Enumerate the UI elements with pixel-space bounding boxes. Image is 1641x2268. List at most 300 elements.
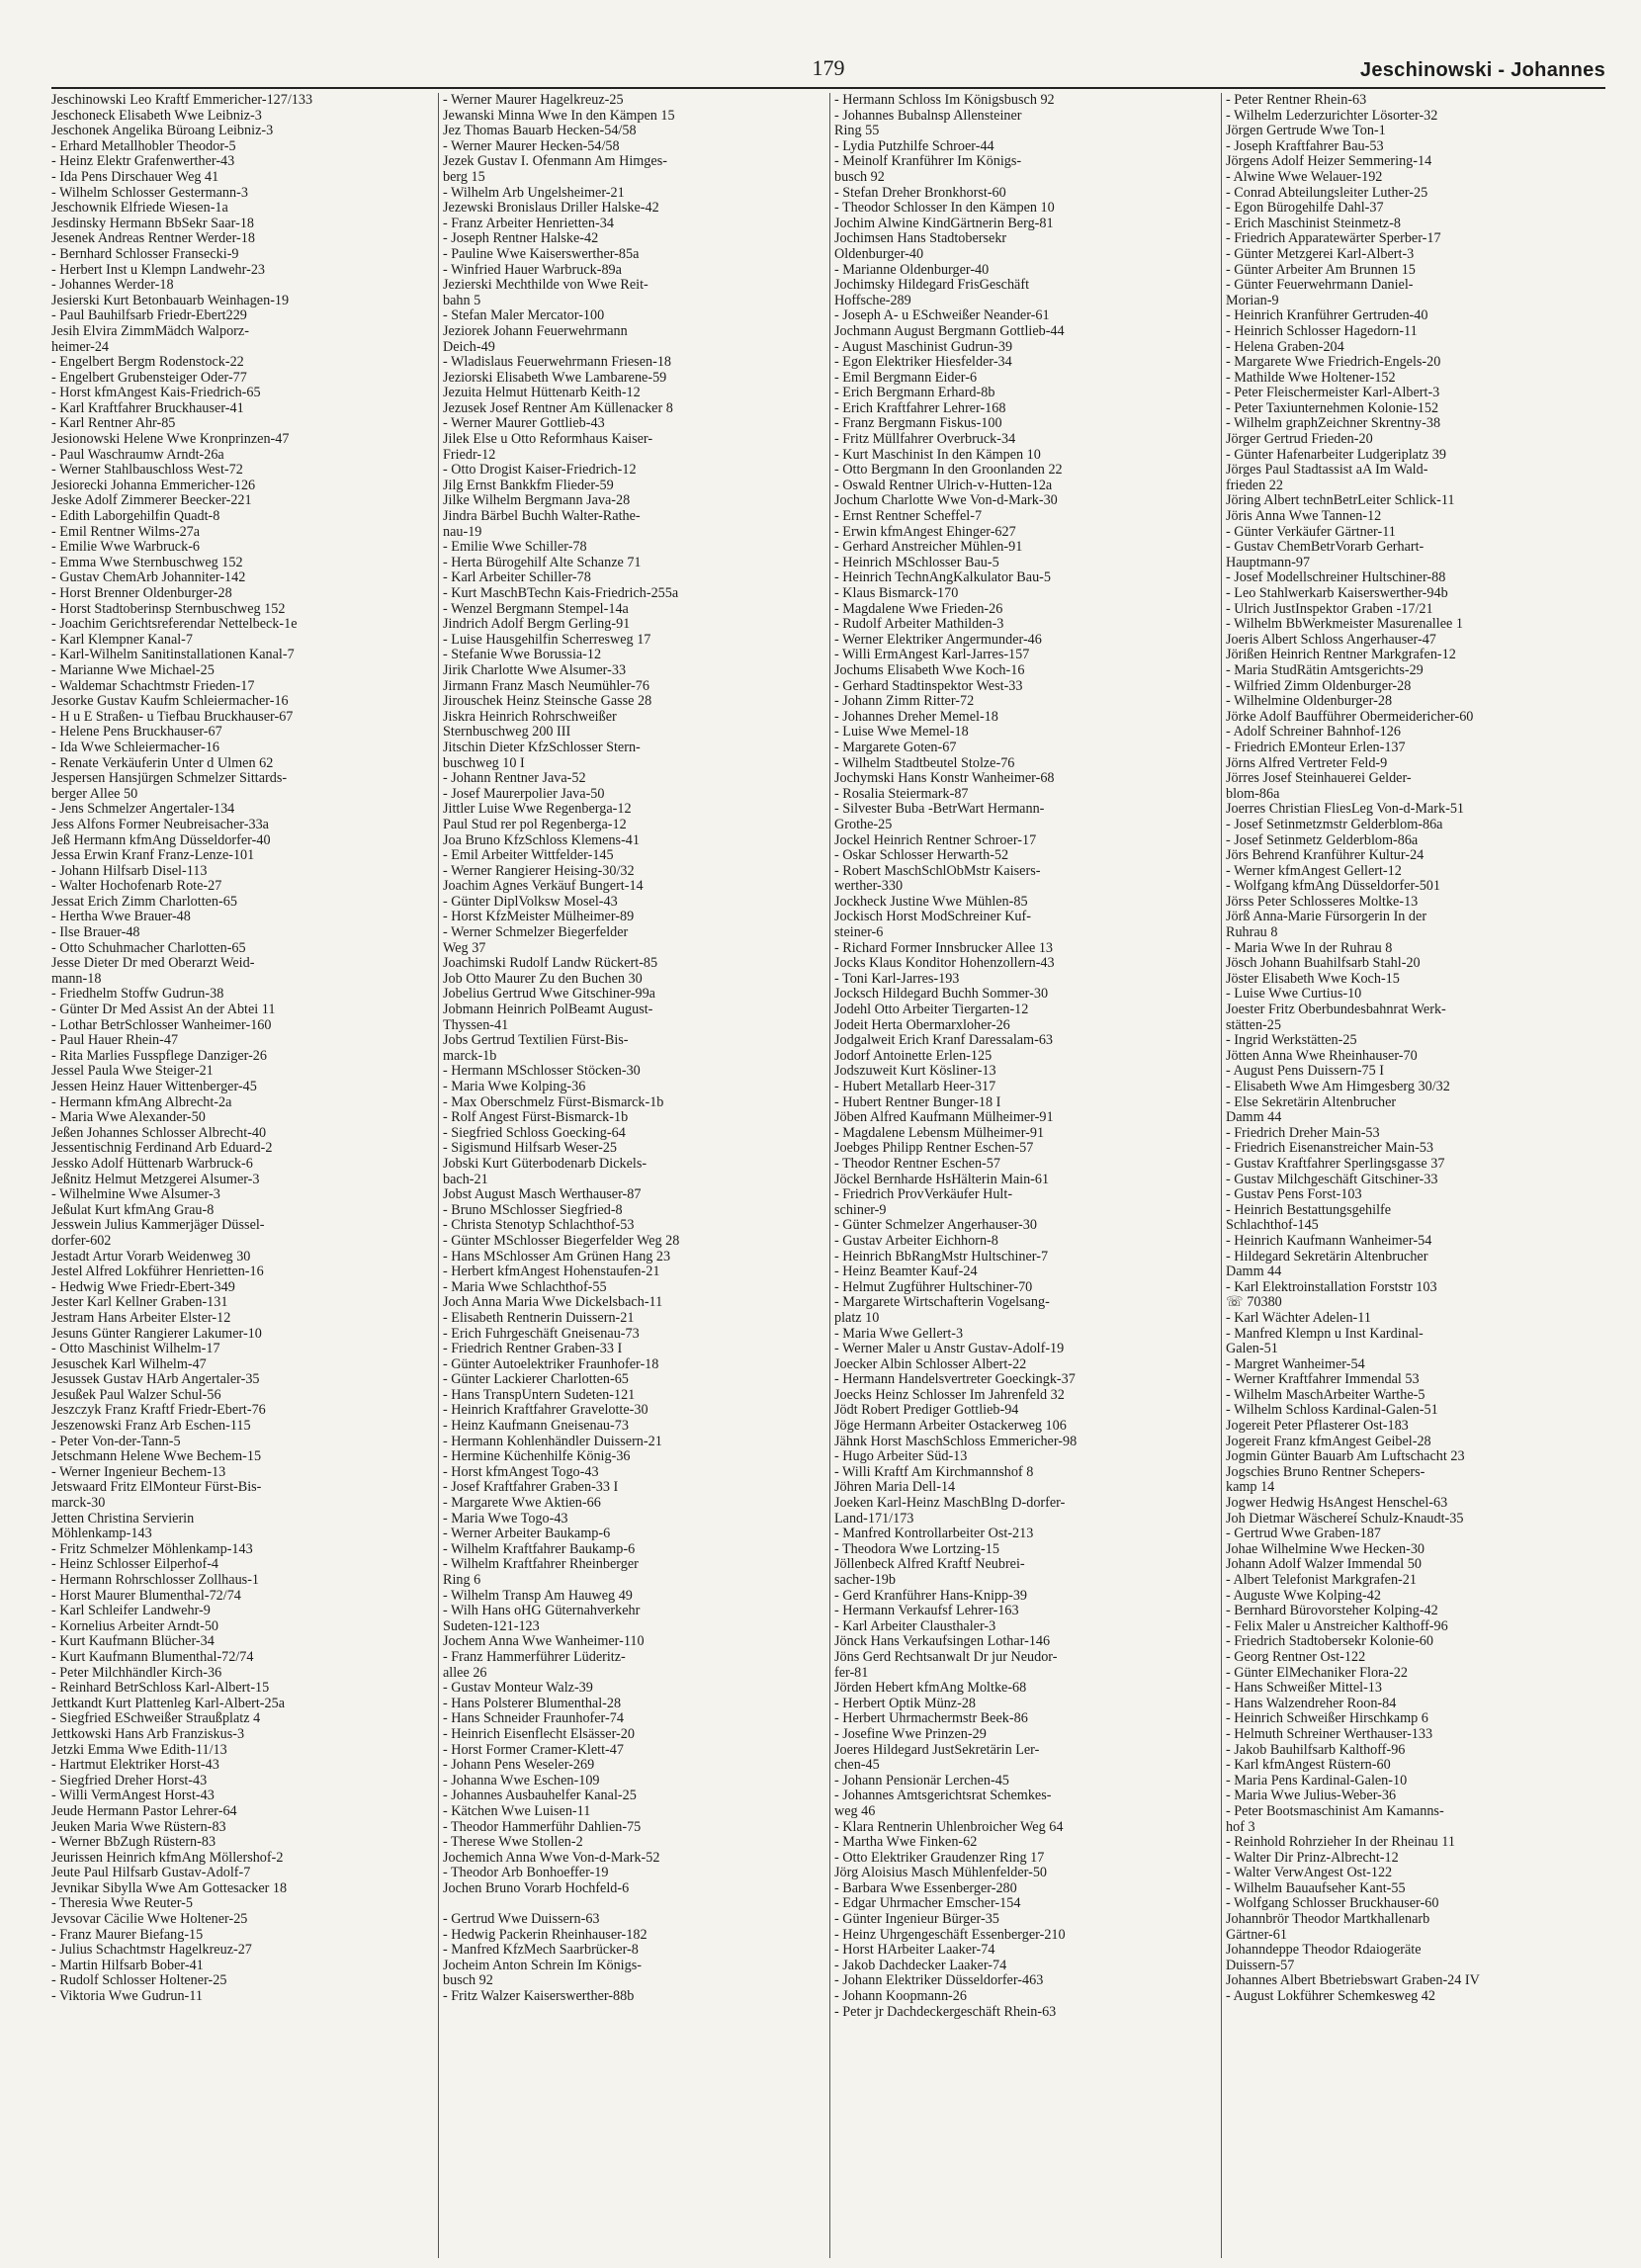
directory-entry: - Felix Maler u Anstreicher Kalthoff-96 <box>1226 1618 1448 1634</box>
directory-entry: - Hans TranspUntern Sudeten-121 <box>443 1387 636 1403</box>
directory-entry: - Johann Pens Weseler-269 <box>443 1758 595 1774</box>
directory-entry: - Joachim Gerichtsreferendar Nettelbeck-1e <box>51 617 298 633</box>
directory-entry: Jettkandt Kurt Plattenleg Karl-Albert-25a <box>51 1696 285 1711</box>
directory-entry: - Stefanie Wwe Borussia-12 <box>443 648 602 663</box>
directory-entry: Weg 37 <box>443 940 486 956</box>
directory-entry: - Paul Hauer Rhein-47 <box>51 1033 179 1049</box>
directory-entry: - Karl Arbeiter Schiller-78 <box>443 570 591 586</box>
directory-entry: - Kurt Kaufmann Blücher-34 <box>51 1634 215 1650</box>
directory-entry: - Heinrich Eisenflecht Elsässer-20 <box>443 1726 635 1742</box>
directory-entry: - Luise Wwe Curtius-10 <box>1226 987 1362 1003</box>
directory-entry: - Hildegard Sekretärin Altenbrucher <box>1226 1249 1428 1265</box>
directory-entry: Jesußek Paul Walzer Schul-56 <box>51 1387 221 1403</box>
directory-entry: - August Lokführer Schemkesweg 42 <box>1226 1989 1435 2005</box>
directory-entry: Jessen Heinz Hauer Wittenberger-45 <box>51 1080 257 1094</box>
directory-column-3 <box>834 93 1216 2258</box>
directory-entry: Jesdinsky Hermann BbSekr Saar-18 <box>51 216 255 231</box>
directory-entry: Joeres Hildegard JustSekretärin Ler- <box>834 1742 1040 1758</box>
directory-entry: Jesuschek Karl Wilhelm-47 <box>51 1356 207 1372</box>
directory-entry: - Marianne Oldenburger-40 <box>834 262 990 278</box>
directory-entry: werther-330 <box>834 879 904 895</box>
directory-entry: - Erich Kraftfahrer Lehrer-168 <box>834 400 1006 416</box>
directory-entry: - Johannes Amtsgerichtsrat Schemkes- <box>834 1788 1052 1804</box>
directory-entry: - Hermann kfmAng Albrecht-2a <box>51 1094 232 1110</box>
directory-entry: - Erich Maschinist Steinmetz-8 <box>1226 216 1401 231</box>
directory-entry: - Werner Maurer Hagelkreuz-25 <box>443 93 624 108</box>
directory-entry: - Lydia Putzhilfe Schroer-44 <box>834 138 994 154</box>
directory-entry: - Johannes Bubalnsp Allensteiner <box>834 108 1022 124</box>
directory-entry: - Günter Lackierer Charlotten-65 <box>443 1372 629 1388</box>
directory-entry: Jobski Kurt Güterbodenarb Dickels- <box>443 1156 648 1172</box>
directory-entry: Jochen Bruno Vorarb Hochfeld-6 <box>443 1880 630 1896</box>
directory-entry: Jeude Hermann Pastor Lehrer-64 <box>51 1803 237 1819</box>
directory-entry: - Margarete Wwe Friedrich-Engels-20 <box>1226 355 1441 371</box>
running-head: Jeschinowski - Johannes <box>1359 59 1605 81</box>
directory-entry: Jeß Hermann kfmAng Düsseldorfer-40 <box>51 832 271 848</box>
directory-entry: - Otto Schuhmacher Charlotten-65 <box>51 940 246 956</box>
directory-entry: Jesiorecki Johanna Emmericher-126 <box>51 478 256 493</box>
directory-entry: Jörres Josef Steinhauerei Gelder- <box>1226 771 1412 787</box>
directory-entry: Jocksch Hildegard Buchh Sommer-30 <box>834 987 1049 1003</box>
directory-entry: - Fritz Müllfahrer Overbruck-34 <box>834 432 1016 448</box>
directory-entry: - Heinrich TechnAngKalkulator Bau-5 <box>834 570 1051 586</box>
directory-entry: Jesih Elvira ZimmMädch Walporz- <box>51 323 249 339</box>
directory-entry: - Wilh Hans oHG Güternahverkehr <box>443 1604 641 1619</box>
directory-entry: - Heinz Elektr Grafenwerther-43 <box>51 154 235 170</box>
directory-entry: - Hans Schneider Fraunhofer-74 <box>443 1711 624 1727</box>
column-divider <box>1221 93 1222 2258</box>
directory-entry: Jöns Gerd Rechtsanwalt Dr jur Neudor- <box>834 1649 1058 1665</box>
directory-entry: Jesenek Andreas Rentner Werder-18 <box>51 231 255 247</box>
directory-entry: - Werner Arbeiter Baukamp-6 <box>443 1527 611 1542</box>
directory-entry: - Friedrich Apparatewärter Sperber-17 <box>1226 231 1441 247</box>
directory-entry: - Karl Wächter Adelen-11 <box>1226 1310 1371 1326</box>
directory-entry: - Wilhelm Bauaufseher Kant-55 <box>1226 1880 1406 1896</box>
directory-entry: - Wilhelm MaschArbeiter Warthe-5 <box>1226 1387 1425 1403</box>
directory-entry: - Karl Schleifer Landwehr-9 <box>51 1604 211 1619</box>
directory-entry: Johanndeppe Theodor Rdaiogeräte <box>1226 1943 1422 1959</box>
directory-entry: Johann Adolf Walzer Immendal 50 <box>1226 1557 1422 1573</box>
directory-entry: - Hermann MSchlosser Stöcken-30 <box>443 1064 641 1080</box>
directory-entry: Jobmann Heinrich PolBeamt August- <box>443 1003 653 1018</box>
directory-entry: Jirik Charlotte Wwe Alsumer-33 <box>443 662 627 678</box>
directory-entry: Jochim Alwine KindGärtnerin Berg-81 <box>834 216 1054 231</box>
directory-entry: bach-21 <box>443 1172 488 1187</box>
column-divider <box>829 93 830 2258</box>
directory-entry: Jöhren Maria Dell-14 <box>834 1480 956 1496</box>
directory-entry: - Herta Bürogehilf Alte Schanze 71 <box>443 555 642 570</box>
directory-entry: - Barbara Wwe Essenberger-280 <box>834 1880 1017 1896</box>
directory-entry: - Friedrich Stadtobersekr Kolonie-60 <box>1226 1634 1433 1650</box>
directory-entry: - Silvester Buba -BetrWart Hermann- <box>834 802 1045 818</box>
directory-entry: Jochimsky Hildegard FrisGeschäft <box>834 278 1030 294</box>
directory-entry: - Johannes Dreher Memel-18 <box>834 709 998 725</box>
directory-entry: Jittler Luise Wwe Regenberga-12 <box>443 802 632 818</box>
directory-entry: - Franz Bergmann Fiskus-100 <box>834 416 1002 432</box>
directory-entry: - Gustav Milchgeschäft Gitschiner-33 <box>1226 1172 1438 1187</box>
directory-entry: - Fritz Schmelzer Möhlenkamp-143 <box>51 1541 253 1557</box>
directory-entry: Schlachthof-145 <box>1226 1218 1319 1234</box>
directory-entry: - Ingrid Werkstätten-25 <box>1226 1033 1357 1049</box>
directory-entry: - Peter Milchhändler Kirch-36 <box>51 1665 222 1681</box>
directory-entry: - Wilhelm Kraftfahrer Rheinberger <box>443 1557 639 1573</box>
directory-entry: Jöben Alfred Kaufmann Mülheimer-91 <box>834 1110 1054 1126</box>
directory-entry: Jessat Erich Zimm Charlotten-65 <box>51 894 237 910</box>
directory-entry: - Wilhelm Arb Ungelsheimer-21 <box>443 185 625 201</box>
directory-entry: - Günter Feuerwehrmann Daniel- <box>1226 278 1414 294</box>
directory-entry: Sternbuschweg 200 III <box>443 725 571 741</box>
directory-entry: - Rudolf Arbeiter Mathilden-3 <box>834 617 1004 633</box>
directory-entry: - Günter Schmelzer Angerhauser-30 <box>834 1218 1037 1234</box>
directory-entry: Jetten Christina Servierin <box>51 1511 195 1527</box>
directory-entry: - Heinrich Kaufmann Wanheimer-54 <box>1226 1233 1432 1249</box>
directory-entry: - Hans Walzendreher Roon-84 <box>1226 1696 1397 1711</box>
directory-entry: Jetschmann Helene Wwe Bechem-15 <box>51 1449 262 1465</box>
directory-entry: - Günter DiplVolksw Mosel-43 <box>443 894 618 910</box>
directory-entry: - Ida Pens Dirschauer Weg 41 <box>51 169 219 185</box>
directory-entry: hof 3 <box>1226 1819 1255 1835</box>
directory-entry: Joeken Karl-Heinz MaschBlng D-dorfer- <box>834 1496 1066 1512</box>
directory-entry: Jessa Erwin Kranf Franz-Lenze-101 <box>51 848 255 864</box>
directory-entry: - Gerd Kranführer Hans-Knipp-39 <box>834 1588 1028 1604</box>
directory-entry: Jezuita Helmut Hüttenarb Keith-12 <box>443 386 641 401</box>
directory-entry: ☏ 70380 <box>1226 1295 1282 1311</box>
directory-column-2 <box>443 93 824 2258</box>
directory-entry: - Alwine Wwe Welauer-192 <box>1226 169 1383 185</box>
directory-entry: - Renate Verkäuferin Unter d Ulmen 62 <box>51 755 274 771</box>
directory-entry: - Max Oberschmelz Fürst-Bismarck-1b <box>443 1094 664 1110</box>
directory-entry: - Gustav ChemBetrVorarb Gerhart- <box>1226 540 1425 556</box>
directory-entry: - Peter Taxiunternehmen Kolonie-152 <box>1226 400 1439 416</box>
directory-entry: Joa Bruno KfzSchloss Klemens-41 <box>443 832 640 848</box>
directory-entry: Jöllenbeck Alfred Kraftf Neubrei- <box>834 1557 1025 1573</box>
directory-entry: - Ernst Rentner Scheffel-7 <box>834 509 983 525</box>
directory-entry: Jesorke Gustav Kaufm Schleiermacher-16 <box>51 694 289 710</box>
directory-entry: - Theresia Wwe Reuter-5 <box>51 1896 193 1912</box>
directory-entry: Jörns Alfred Vertreter Feld-9 <box>1226 755 1388 771</box>
directory-entry: Jobs Gertrud Textilien Fürst-Bis- <box>443 1033 629 1049</box>
directory-entry: - Günter Verkäufer Gärtner-11 <box>1226 524 1396 540</box>
directory-entry: - Toni Karl-Jarres-193 <box>834 971 960 987</box>
directory-entry: - Karl kfmAngest Rüstern-60 <box>1226 1758 1391 1774</box>
directory-entry: - Gerhard Anstreicher Mühlen-91 <box>834 540 1023 556</box>
directory-entry: Jodszuweit Kurt Kösliner-13 <box>834 1064 996 1080</box>
directory-entry: Jodehl Otto Arbeiter Tiergarten-12 <box>834 1003 1029 1018</box>
directory-entry: Jähnk Horst MaschSchloss Emmericher-98 <box>834 1434 1078 1449</box>
directory-entry: Hauptmann-97 <box>1226 555 1311 570</box>
directory-entry: Jogereit Franz kfmAngest Geibel-28 <box>1226 1434 1431 1449</box>
directory-entry: - Bruno MSchlosser Siegfried-8 <box>443 1202 623 1218</box>
directory-entry: - Karl Kraftfahrer Bruckhauser-41 <box>51 400 244 416</box>
directory-entry: - Mathilde Wwe Holtener-152 <box>1226 370 1396 386</box>
directory-entry: - Engelbert Grubensteiger Oder-77 <box>51 370 247 386</box>
directory-entry: - Gustav Monteur Walz-39 <box>443 1681 593 1697</box>
directory-entry: Jiskra Heinrich Rohrschweißer <box>443 709 617 725</box>
directory-entry: Jörs Behrend Kranführer Kultur-24 <box>1226 848 1425 864</box>
directory-entry: Jörss Peter Schlosseres Moltke-13 <box>1226 894 1419 910</box>
directory-entry: - Werner Elektriker Angermunder-46 <box>834 632 1042 648</box>
directory-entry: Jirouschek Heinz Steinsche Gasse 28 <box>443 694 652 710</box>
directory-entry: - Wenzel Bergmann Stempel-14a <box>443 601 629 617</box>
directory-entry: - Maria Wwe Kolping-36 <box>443 1080 586 1094</box>
directory-entry: - Friedrich EMonteur Erlen-137 <box>1226 740 1406 755</box>
directory-entry: Jezierski Mechthilde von Wwe Reit- <box>443 278 648 294</box>
directory-entry: marck-30 <box>51 1496 106 1512</box>
directory-entry: frieden 22 <box>1226 478 1283 493</box>
directory-entry: Sudeten-121-123 <box>443 1618 540 1634</box>
directory-entry: - Wilfried Zimm Oldenburger-28 <box>1226 678 1412 694</box>
directory-entry: Jettkowski Hans Arb Franziskus-3 <box>51 1726 245 1742</box>
directory-entry: - Heinrich Schlosser Hagedorn-11 <box>1226 323 1418 339</box>
directory-entry: - Erwin kfmAngest Ehinger-627 <box>834 524 1016 540</box>
directory-entry: Deich-49 <box>443 339 495 355</box>
directory-entry: - August Pens Duissern-75 I <box>1226 1064 1384 1080</box>
directory-entry: Jez Thomas Bauarb Hecken-54/58 <box>443 124 637 139</box>
directory-entry: Jetswaard Fritz ElMonteur Fürst-Bis- <box>51 1480 262 1496</box>
directory-entry: - Elisabeth Wwe Am Himgesberg 30/32 <box>1226 1080 1450 1094</box>
directory-entry: Jeschownik Elfriede Wiesen-1a <box>51 201 228 217</box>
directory-entry: - Theodor Hammerführ Dahlien-75 <box>443 1819 642 1835</box>
directory-entry: Joachimski Rudolf Landw Rückert-85 <box>443 956 658 972</box>
directory-entry: Jitschin Dieter KfzSchlosser Stern- <box>443 740 641 755</box>
directory-entry: Damm 44 <box>1226 1265 1282 1280</box>
directory-entry: - Gustav Kraftfahrer Sperlingsgasse 37 <box>1226 1156 1445 1172</box>
directory-entry: - Hubert Rentner Bunger-18 I <box>834 1094 1001 1110</box>
directory-entry: - Manfred Kontrollarbeiter Ost-213 <box>834 1527 1034 1542</box>
directory-entry: blom-86a <box>1226 786 1280 802</box>
directory-entry: - Theodor Schlosser In den Kämpen 10 <box>834 201 1055 217</box>
directory-entry: - Hermann Rohrschlosser Zollhaus-1 <box>51 1573 260 1588</box>
directory-entry: - Hans Polsterer Blumenthal-28 <box>443 1696 622 1711</box>
directory-entry: Jogwer Hedwig HsAngest Henschel-63 <box>1226 1496 1448 1512</box>
directory-entry: - Conrad Abteilungsleiter Luther-25 <box>1226 185 1428 201</box>
directory-entry: - Edgar Uhrmacher Emscher-154 <box>834 1896 1021 1912</box>
directory-entry: - Ida Wwe Schleiermacher-16 <box>51 740 220 755</box>
directory-entry: - Richard Former Innsbrucker Allee 13 <box>834 940 1054 956</box>
directory-entry: - Rolf Angest Fürst-Bismarck-1b <box>443 1110 629 1126</box>
directory-entry: Jodgalweit Erich Kranf Daressalam-63 <box>834 1033 1054 1049</box>
directory-entry: Ruhrau 8 <box>1226 925 1278 941</box>
directory-entry: - Otto Drogist Kaiser-Friedrich-12 <box>443 463 637 479</box>
directory-entry: - Maria Wwe Alexander-50 <box>51 1110 206 1126</box>
directory-entry: Morian-9 <box>1226 293 1279 308</box>
directory-entry: - Horst Maurer Blumenthal-72/74 <box>51 1588 241 1604</box>
directory-entry: - Martin Hilfsarb Bober-41 <box>51 1958 204 1973</box>
directory-entry: - Josef Setinmetz Gelderblom-86a <box>1226 832 1419 848</box>
directory-entry: - Kurt Kaufmann Blumenthal-72/74 <box>51 1649 254 1665</box>
directory-entry: - Julius Schachtmstr Hagelkreuz-27 <box>51 1943 252 1959</box>
directory-entry: steiner-6 <box>834 925 884 941</box>
directory-entry: - Werner Maurer Gottlieb-43 <box>443 416 605 432</box>
directory-entry: - Werner BbZugh Rüstern-83 <box>51 1835 216 1851</box>
directory-entry: Jörißen Heinrich Rentner Markgrafen-12 <box>1226 648 1456 663</box>
directory-entry: Johannbrör Theodor Martkhallenarb <box>1226 1912 1430 1928</box>
directory-entry: - Egon Bürogehilfe Dahl-37 <box>1226 201 1384 217</box>
directory-entry: Jödt Robert Prediger Gottlieb-94 <box>834 1403 1019 1419</box>
directory-entry: Jörgens Adolf Heizer Semmering-14 <box>1226 154 1432 170</box>
directory-entry: - Sigismund Hilfsarb Weser-25 <box>443 1141 618 1157</box>
directory-entry: Jeute Paul Hilfsarb Gustav-Adolf-7 <box>51 1866 251 1881</box>
directory-entry: Jochem Anna Wwe Wanheimer-110 <box>443 1634 645 1650</box>
column-divider <box>438 93 439 2258</box>
directory-column-4 <box>1226 93 1605 2258</box>
directory-entry: - Ilse Brauer-48 <box>51 925 140 941</box>
directory-entry: - Maria Wwe Gellert-3 <box>834 1326 964 1342</box>
directory-entry: - Hermann Kohlenhändler Duissern-21 <box>443 1434 662 1449</box>
directory-entry: - Paul Waschraumw Arndt-26a <box>51 447 224 463</box>
directory-entry: buschweg 10 I <box>443 755 525 771</box>
directory-entry: - Emil Bergmann Eider-6 <box>834 370 978 386</box>
directory-entry: - Horst HArbeiter Laaker-74 <box>834 1943 995 1959</box>
directory-entry: - Johann Rentner Java-52 <box>443 771 586 787</box>
directory-entry: Jockisch Horst ModSchreiner Kuf- <box>834 910 1031 925</box>
directory-entry: Jindra Bärbel Buchh Walter-Rathe- <box>443 509 641 525</box>
directory-entry: Jewanski Minna Wwe In den Kämpen 15 <box>443 108 675 124</box>
directory-entry: - Herbert Optik Münz-28 <box>834 1696 977 1711</box>
directory-entry: Ring 6 <box>443 1573 481 1588</box>
directory-entry: - Werner Maurer Hecken-54/58 <box>443 138 620 154</box>
directory-entry: Jöckel Bernharde HsHälterin Main-61 <box>834 1172 1050 1187</box>
directory-entry: - Edith Laborgehilfin Quadt-8 <box>51 509 220 525</box>
directory-entry: - Helene Pens Bruckhauser-67 <box>51 725 222 741</box>
directory-entry: Joecks Heinz Schlosser Im Jahrenfeld 32 <box>834 1387 1065 1403</box>
directory-entry: - Günter Autoelektriker Fraunhofer-18 <box>443 1356 659 1372</box>
directory-entry: - Oskar Schlosser Herwarth-52 <box>834 848 1009 864</box>
directory-entry: Jesse Dieter Dr med Oberarzt Weid- <box>51 956 255 972</box>
directory-entry: - Horst Stadtoberinsp Sternbuschweg 152 <box>51 601 286 617</box>
directory-entry: Jötten Anna Wwe Rheinhauser-70 <box>1226 1048 1418 1064</box>
directory-entry: - Reinhard BetrSchloss Karl-Albert-15 <box>51 1681 270 1697</box>
directory-entry: Jespersen Hansjürgen Schmelzer Sittards- <box>51 771 288 787</box>
directory-entry: Oldenburger-40 <box>834 246 924 262</box>
page-number: 179 <box>812 55 845 80</box>
directory-entry: - Günter ElMechaniker Flora-22 <box>1226 1665 1408 1681</box>
directory-entry: - Rosalia Steiermark-87 <box>834 786 969 802</box>
directory-entry: Jodeit Herta Obermarxloher-26 <box>834 1017 1010 1033</box>
directory-entry: Jess Alfons Former Neubreisacher-33a <box>51 817 269 832</box>
directory-entry: - Gustav ChemArb Johanniter-142 <box>51 570 246 586</box>
directory-entry: Jilg Ernst Bankkfm Flieder-59 <box>443 478 614 493</box>
directory-entry: - Maria StudRätin Amtsgerichts-29 <box>1226 662 1424 678</box>
directory-entry: - Karl-Wilhelm Sanitinstallationen Kanal-7 <box>51 648 295 663</box>
directory-entry: Johannes Albert Bbetriebswart Graben-24 IV <box>1226 1973 1480 1989</box>
directory-entry: - Heinrich MSchlosser Bau-5 <box>834 555 999 570</box>
directory-entry: - Margarete Wwe Aktien-66 <box>443 1496 601 1512</box>
directory-entry: Thyssen-41 <box>443 1017 509 1033</box>
directory-entry: Jockel Heinrich Rentner Schroer-17 <box>834 832 1037 848</box>
directory-entry: - Karl Rentner Ahr-85 <box>51 416 176 432</box>
directory-entry: - Peter Bootsmaschinist Am Kamanns- <box>1226 1803 1444 1819</box>
directory-entry: - Herbert Uhrmachermstr Beek-86 <box>834 1711 1028 1727</box>
directory-entry: - Hugo Arbeiter Süd-13 <box>834 1449 968 1465</box>
directory-entry: - Günter Metzgerei Karl-Albert-3 <box>1226 246 1415 262</box>
directory-entry: - Margret Wanheimer-54 <box>1226 1356 1365 1372</box>
directory-entry: - August Maschinist Gudrun-39 <box>834 339 1013 355</box>
directory-entry: - Paul Bauhilfsarb Friedr-Ebert229 <box>51 308 247 324</box>
directory-entry: - Theodora Wwe Lortzing-15 <box>834 1541 999 1557</box>
directory-entry: kamp 14 <box>1226 1480 1275 1496</box>
directory-entry: dorfer-602 <box>51 1233 112 1249</box>
directory-entry: - Stefan Dreher Bronkhorst-60 <box>834 185 1006 201</box>
directory-entry: - Werner Maler u Anstr Gustav-Adolf-19 <box>834 1342 1065 1357</box>
directory-entry: - Friedrich ProvVerkäufer Hult- <box>834 1187 1013 1203</box>
directory-entry: busch 92 <box>834 169 885 185</box>
directory-entry: Galen-51 <box>1226 1342 1278 1357</box>
directory-entry: - Manfred KfzMech Saarbrücker-8 <box>443 1943 639 1959</box>
directory-entry: - Josef Setinmetzmstr Gelderblom-86a <box>1226 817 1443 832</box>
directory-entry: - Heinz Uhrgengeschäft Essenberger-210 <box>834 1927 1066 1943</box>
directory-column-1 <box>51 93 433 2258</box>
directory-entry: - Egon Elektriker Hiesfelder-34 <box>834 355 1012 371</box>
directory-entry: stätten-25 <box>1226 1017 1281 1033</box>
directory-entry: - Manfred Klempn u Inst Kardinal- <box>1226 1326 1424 1342</box>
directory-entry: Jochums Elisabeth Wwe Koch-16 <box>834 662 1025 678</box>
directory-entry: - Heinrich BbRangMstr Hultschiner-7 <box>834 1249 1049 1265</box>
directory-entry: - Hermann Handelsvertreter Goeckingk-37 <box>834 1372 1076 1388</box>
directory-entry: Jesussek Gustav HArb Angertaler-35 <box>51 1372 260 1388</box>
directory-entry: - Kurt Maschinist In den Kämpen 10 <box>834 447 1041 463</box>
directory-entry: - Maria Wwe Julius-Weber-36 <box>1226 1788 1397 1804</box>
directory-entry: - Heinz Beamter Kauf-24 <box>834 1265 978 1280</box>
directory-entry: - Siegfried ESchweißer Straußplatz 4 <box>51 1711 261 1727</box>
directory-entry: - Magdalene Lebensm Mülheimer-91 <box>834 1125 1045 1141</box>
directory-entry: Jobst August Masch Werthauser-87 <box>443 1187 642 1203</box>
directory-entry: - Josef Kraftfahrer Graben-33 I <box>443 1480 619 1496</box>
directory-entry: - Lothar BetrSchlosser Wanheimer-160 <box>51 1017 272 1033</box>
directory-entry: - Meinolf Kranführer Im Königs- <box>834 154 1022 170</box>
directory-entry: - Maria Pens Kardinal-Galen-10 <box>1226 1773 1408 1788</box>
directory-entry: - Viktoria Wwe Gudrun-11 <box>51 1989 203 2005</box>
directory-entry: - Josef Maurerpolier Java-50 <box>443 786 605 802</box>
directory-entry: Jirmann Franz Masch Neumühler-76 <box>443 678 649 694</box>
directory-entry: - Horst kfmAngest Togo-43 <box>443 1464 599 1480</box>
directory-entry: - Hans Schweißer Mittel-13 <box>1226 1681 1382 1697</box>
directory-entry: nau-19 <box>443 524 482 540</box>
directory-entry: - Heinrich Bestattungsgehilfe <box>1226 1202 1392 1218</box>
directory-entry: - Werner Stahlbauschloss West-72 <box>51 463 243 479</box>
directory-entry: - Maria Wwe Schlachthof-55 <box>443 1279 607 1295</box>
directory-entry: Jöge Hermann Arbeiter Ostackerweg 106 <box>834 1419 1067 1435</box>
directory-entry: Jörges Paul Stadtassist aA Im Wald- <box>1226 463 1428 479</box>
directory-entry: - Klaus Bismarck-170 <box>834 586 959 601</box>
directory-entry: - Maria Wwe In der Ruhrau 8 <box>1226 940 1393 956</box>
directory-entry: - Werner kfmAngest Gellert-12 <box>1226 863 1402 879</box>
directory-entry: Jörden Hebert kfmAng Moltke-68 <box>834 1681 1027 1697</box>
directory-entry: - Emma Wwe Sternbuschweg 152 <box>51 555 243 570</box>
directory-entry: - Wilhelm Schloss Kardinal-Galen-51 <box>1226 1403 1438 1419</box>
directory-entry: Jezusek Josef Rentner Am Küllenacker 8 <box>443 400 673 416</box>
directory-entry: - Albert Telefonist Markgrafen-21 <box>1226 1573 1417 1588</box>
directory-entry: - Kätchen Wwe Luisen-11 <box>443 1803 591 1819</box>
directory-entry: Jeurissen Heinrich kfmAng Möllershof-2 <box>51 1850 284 1866</box>
directory-entry: - Peter jr Dachdeckergeschäft Rhein-63 <box>834 2004 1057 2020</box>
directory-entry: - Reinhold Rohrzieher In der Rheinau 11 <box>1226 1835 1455 1851</box>
directory-entry: Jeziorek Johann Feuerwehrmann <box>443 323 628 339</box>
directory-entry: Joachim Agnes Verkäuf Bungert-14 <box>443 879 644 895</box>
directory-entry: - Friedrich Eisenanstreicher Main-53 <box>1226 1141 1433 1157</box>
directory-entry: Jester Karl Kellner Graben-131 <box>51 1295 228 1311</box>
directory-entry: - Emil Arbeiter Wittfelder-145 <box>443 848 614 864</box>
directory-entry: Jeschinowski Leo Kraftf Emmericher-127/133 <box>51 93 313 108</box>
directory-entry: - Johannes Werder-18 <box>51 278 174 294</box>
directory-entry: - Wilhelm Lederzurichter Lösorter-32 <box>1226 108 1438 124</box>
directory-entry: - Horst Brenner Oldenburger-28 <box>51 586 232 601</box>
directory-entry: - Otto Elektriker Graudenzer Ring 17 <box>834 1850 1045 1866</box>
directory-entry: - Oswald Rentner Ulrich-v-Hutten-12a <box>834 478 1053 493</box>
directory-entry: Ring 55 <box>834 124 880 139</box>
directory-entry: - Magdalene Wwe Frieden-26 <box>834 601 1003 617</box>
directory-entry: - Wilhelm graphZeichner Skrentny-38 <box>1226 416 1441 432</box>
